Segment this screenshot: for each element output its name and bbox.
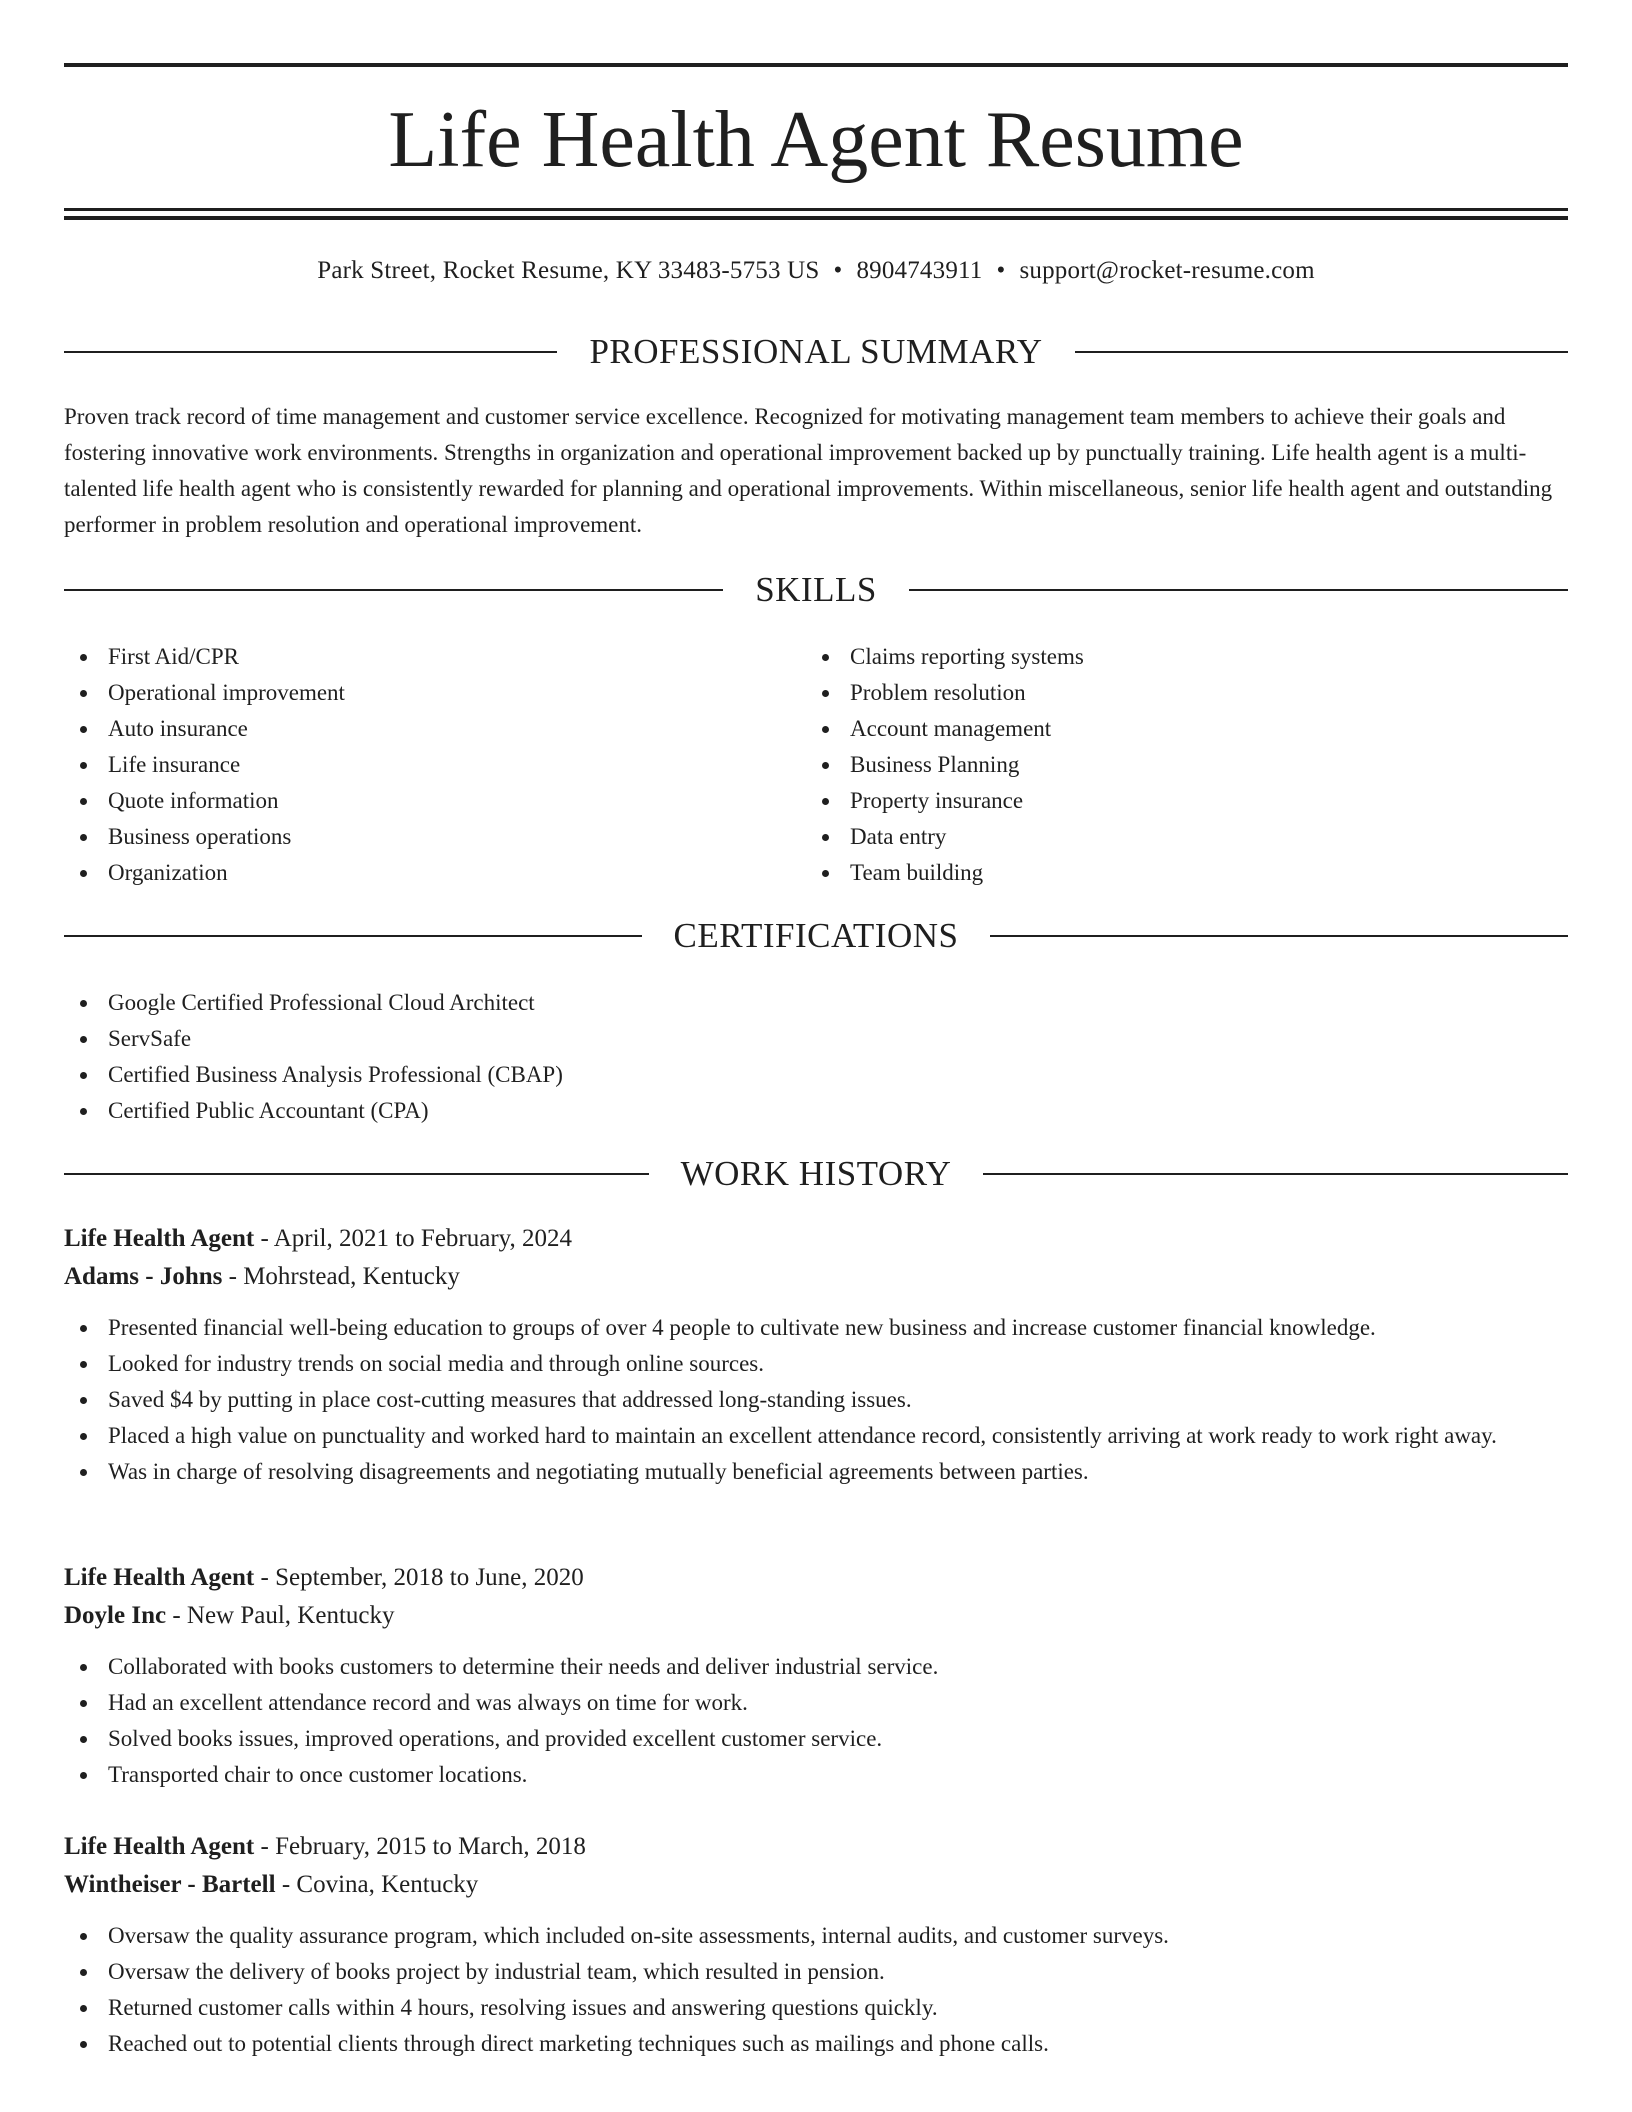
certification-item: Certified Public Accountant (CPA) — [64, 1093, 1568, 1129]
certification-item: Certified Business Analysis Professional (CBAP) — [64, 1057, 1568, 1093]
title-rule-upper — [64, 208, 1568, 211]
skill-item: Organization — [64, 855, 764, 891]
job-duty: Returned customer calls within 4 hours, resolving issues and answering questions quickly. — [64, 1990, 1568, 2026]
section-rule — [64, 1173, 649, 1175]
skill-item: Data entry — [806, 819, 1506, 855]
certification-item: Google Certified Professional Cloud Architect — [64, 985, 1568, 1021]
job-company-line — [64, 1866, 1568, 1904]
skill-item: Operational improvement — [64, 675, 764, 711]
job-entry — [64, 1559, 1568, 1793]
summary-text: Proven track record of time management and customer service excellence. Recognized for motivating management team members to achieve their goals and fostering innovative work environments. Strengths in organization and operational improvement backed up by punctually training. Life health agent is a multi-talented life health agent who is consistently rewarded for planning and operational improvements. Within miscellaneous, senior life health agent and outstanding performer in problem resolution and operational improvement. — [64, 404, 1553, 537]
job-title-line — [64, 1559, 1568, 1597]
skill-item: Claims reporting systems — [806, 639, 1506, 675]
skills-list-left — [64, 639, 764, 891]
job-location: - Covina, Kentucky — [275, 1871, 479, 1898]
section-rule — [64, 589, 723, 591]
section-rule — [983, 1173, 1568, 1175]
job-duty: Placed a high value on punctuality and worked hard to maintain an excellent attendance record, consistently arriving at work ready to work right away. — [64, 1418, 1568, 1454]
section-header-skills — [64, 568, 1568, 612]
skill-item: Account management — [806, 711, 1506, 747]
contact-separator: • — [996, 257, 1006, 284]
skill-item: Team building — [806, 855, 1506, 891]
job-duty: Solved books issues, improved operations, and provided excellent customer service. — [64, 1721, 1568, 1757]
job-company: Adams - Johns — [64, 1263, 223, 1290]
job-duty: Presented financial well-being education to groups of over 4 people to cultivate new business and increase customer financial knowledge. — [64, 1310, 1568, 1346]
job-entry — [64, 1220, 1568, 1490]
skill-item: Property insurance — [806, 783, 1506, 819]
section-header-certifications — [64, 914, 1568, 958]
top-rule — [64, 63, 1568, 67]
section-rule — [64, 935, 642, 937]
job-dates: - February, 2015 to March, 2018 — [254, 1833, 586, 1860]
job-title-line — [64, 1220, 1568, 1258]
skills-list-right — [806, 639, 1506, 891]
certifications-list — [64, 985, 1568, 1129]
job-duty: Was in charge of resolving disagreements and negotiating mutually beneficial agreements between parties. — [64, 1454, 1568, 1490]
job-duty: Oversaw the quality assurance program, which included on-site assessments, internal audits, and customer surveys. — [64, 1918, 1568, 1954]
job-duty: Collaborated with books customers to determine their needs and deliver industrial service. — [64, 1649, 1568, 1685]
skill-item: Business operations — [64, 819, 764, 855]
job-duties — [64, 1310, 1568, 1490]
job-duties — [64, 1918, 1568, 2062]
job-duty: Looked for industry trends on social media and through online sources. — [64, 1346, 1568, 1382]
contact-address: Park Street, Rocket Resume, KY 33483-5753 US — [317, 257, 820, 284]
skill-item: First Aid/CPR — [64, 639, 764, 675]
section-title-summary: PROFESSIONAL SUMMARY — [589, 332, 1043, 371]
job-title-line — [64, 1828, 1568, 1866]
skill-item: Quote information — [64, 783, 764, 819]
section-header-summary — [64, 330, 1568, 374]
job-location: - New Paul, Kentucky — [166, 1602, 395, 1629]
job-duty: Saved $4 by putting in place cost-cutting measures that addressed long-standing issues. — [64, 1382, 1568, 1418]
contact-separator: • — [833, 257, 843, 284]
resume-title: Life Health Agent Resume — [388, 96, 1244, 184]
job-location: - Mohrstead, Kentucky — [222, 1263, 460, 1290]
section-rule — [909, 589, 1568, 591]
job-duty: Had an excellent attendance record and was always on time for work. — [64, 1685, 1568, 1721]
section-rule — [990, 935, 1568, 937]
job-title: Life Health Agent — [64, 1225, 255, 1252]
skill-item: Business Planning — [806, 747, 1506, 783]
job-company: Doyle Inc — [64, 1602, 167, 1629]
job-title: Life Health Agent — [64, 1833, 255, 1860]
job-company-line — [64, 1258, 1568, 1296]
skill-item: Problem resolution — [806, 675, 1506, 711]
section-title-skills: SKILLS — [755, 570, 877, 609]
skill-item: Auto insurance — [64, 711, 764, 747]
section-rule — [1075, 351, 1568, 353]
job-entry — [64, 1828, 1568, 2062]
job-duty: Oversaw the delivery of books project by industrial team, which resulted in pension. — [64, 1954, 1568, 1990]
job-dates: - September, 2018 to June, 2020 — [254, 1564, 584, 1591]
job-title: Life Health Agent — [64, 1564, 255, 1591]
job-company: Wintheiser - Bartell — [64, 1871, 276, 1898]
contact-line — [64, 254, 1568, 288]
job-duties — [64, 1649, 1568, 1793]
job-duty: Reached out to potential clients through direct marketing techniques such as mailings and phone calls. — [64, 2026, 1568, 2062]
contact-phone[interactable]: 8904743911 — [856, 257, 983, 284]
job-dates: - April, 2021 to February, 2024 — [254, 1225, 573, 1252]
job-company-line — [64, 1597, 1568, 1635]
section-title-certifications: CERTIFICATIONS — [673, 916, 959, 955]
job-duty: Transported chair to once customer locations. — [64, 1757, 1568, 1793]
skill-item: Life insurance — [64, 747, 764, 783]
section-title-work-history: WORK HISTORY — [680, 1154, 952, 1193]
section-rule — [64, 351, 557, 353]
contact-email[interactable]: support@rocket-resume.com — [1019, 257, 1315, 284]
section-header-work-history — [64, 1152, 1568, 1196]
certification-item: ServSafe — [64, 1021, 1568, 1057]
title-rule-lower — [64, 216, 1568, 220]
